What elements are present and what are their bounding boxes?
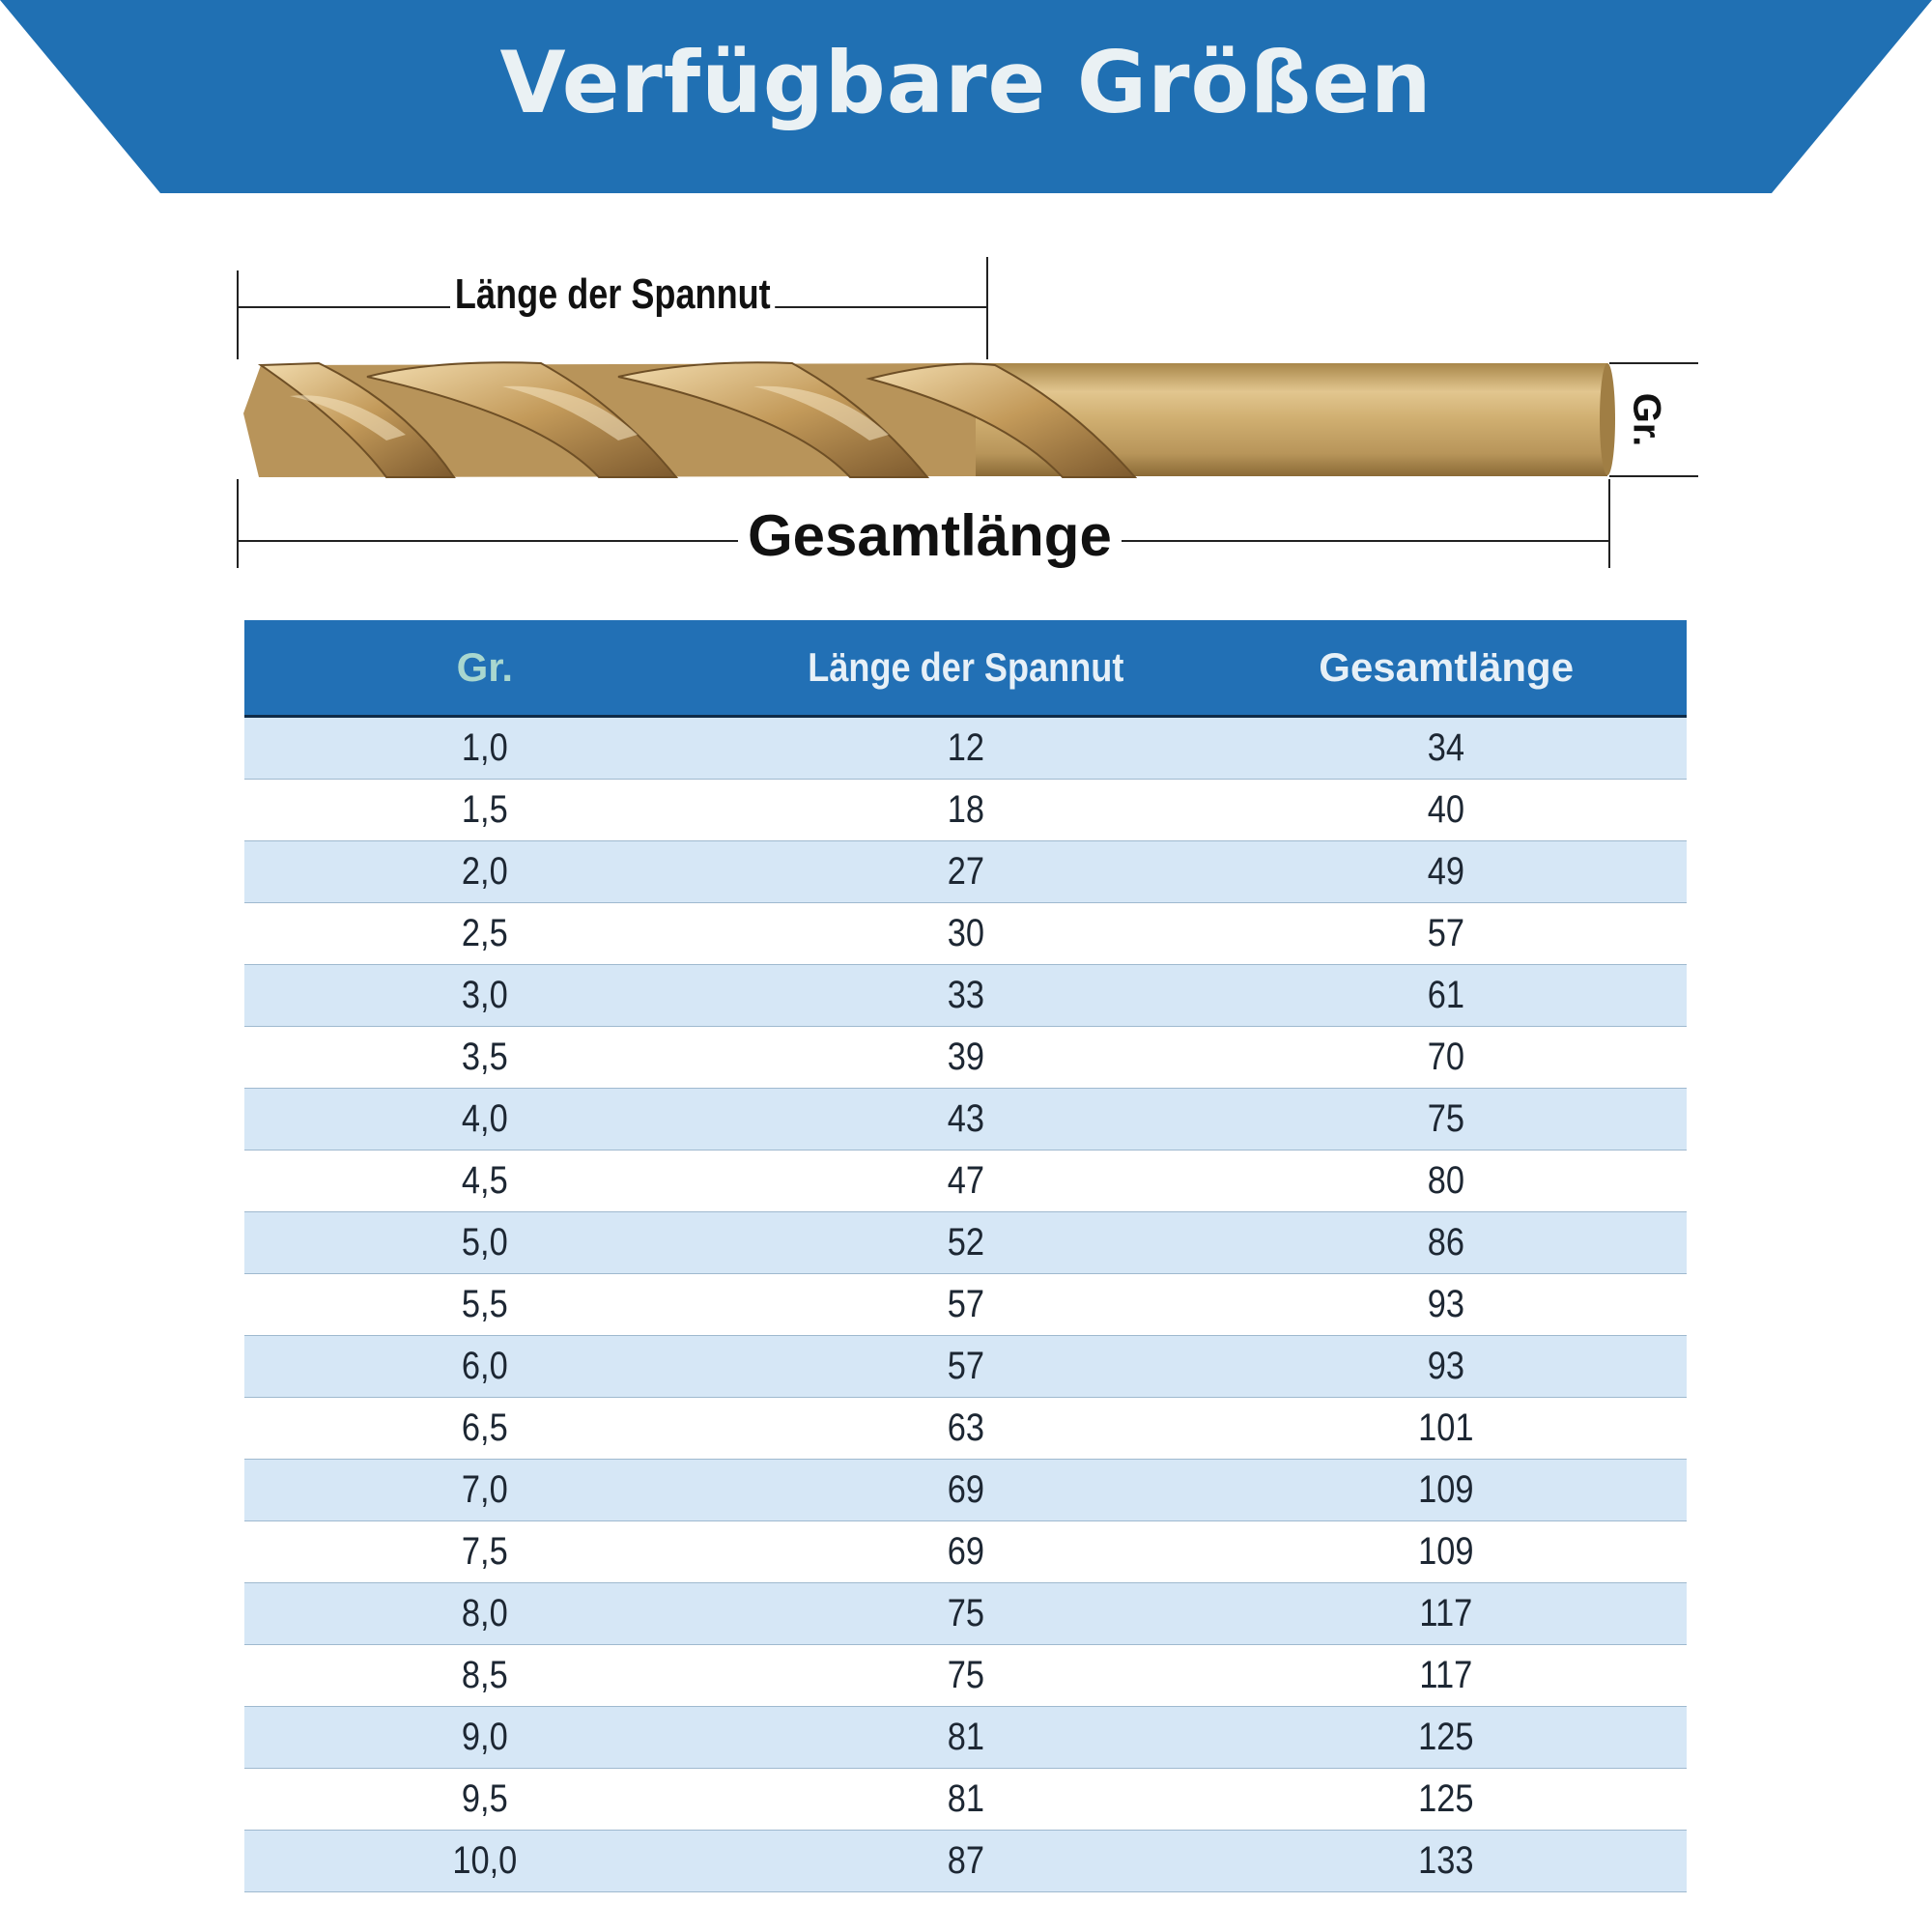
table-row	[244, 1398, 1687, 1460]
cell-flute-length: 33	[947, 974, 984, 1016]
cell-size: 3,5	[461, 1036, 508, 1078]
drill-diagram	[0, 0, 1932, 599]
cell-size: 5,5	[461, 1283, 508, 1325]
table-header	[244, 620, 1687, 718]
cell-flute-length: 87	[947, 1839, 984, 1882]
cell-total-length: 133	[1418, 1839, 1474, 1882]
cell-total-length: 125	[1418, 1777, 1474, 1820]
flute-length-label: Länge der Spannut	[450, 270, 776, 319]
table-row	[244, 1151, 1687, 1212]
table-row	[244, 1769, 1687, 1831]
cell-total-length: 86	[1428, 1221, 1465, 1264]
cell-total-length: 80	[1428, 1159, 1465, 1202]
cell-flute-length: 39	[947, 1036, 984, 1078]
cell-size: 1,0	[461, 726, 508, 769]
cell-size: 2,0	[461, 850, 508, 893]
cell-size: 10,0	[452, 1839, 518, 1882]
cell-size: 7,5	[461, 1530, 508, 1573]
cell-flute-length: 81	[947, 1777, 984, 1820]
table-row	[244, 1707, 1687, 1769]
table-row	[244, 1336, 1687, 1398]
table-row	[244, 1645, 1687, 1707]
cell-total-length: 101	[1418, 1406, 1474, 1449]
cell-size: 9,5	[461, 1777, 508, 1820]
header-total-length: Gesamtlänge	[1319, 644, 1575, 690]
table-row	[244, 1460, 1687, 1521]
cell-flute-length: 69	[947, 1530, 984, 1573]
size-label: Gr.	[1625, 392, 1668, 447]
page-title: Verfügbare Größen	[499, 33, 1433, 132]
cell-flute-length: 81	[947, 1716, 984, 1758]
cell-flute-length: 52	[947, 1221, 984, 1264]
cell-total-length: 93	[1428, 1283, 1465, 1325]
cell-total-length: 75	[1428, 1097, 1465, 1140]
cell-flute-length: 57	[947, 1283, 984, 1325]
cell-total-length: 70	[1428, 1036, 1465, 1078]
table-row	[244, 903, 1687, 965]
cell-size: 9,0	[461, 1716, 508, 1758]
size-table	[244, 620, 1687, 1892]
cell-total-length: 40	[1428, 788, 1465, 831]
table-row	[244, 1583, 1687, 1645]
cell-size: 6,5	[461, 1406, 508, 1449]
cell-flute-length: 12	[947, 726, 984, 769]
cell-size: 2,5	[461, 912, 508, 954]
cell-total-length: 117	[1419, 1592, 1473, 1634]
cell-total-length: 57	[1428, 912, 1465, 954]
cell-total-length: 109	[1418, 1530, 1474, 1573]
table-row	[244, 841, 1687, 903]
cell-flute-length: 75	[947, 1592, 984, 1634]
cell-flute-length: 27	[947, 850, 984, 893]
cell-total-length: 117	[1419, 1654, 1473, 1696]
cell-size: 8,0	[461, 1592, 508, 1634]
cell-size: 4,0	[461, 1097, 508, 1140]
cell-size: 3,0	[461, 974, 508, 1016]
cell-flute-length: 69	[947, 1468, 984, 1511]
cell-size: 6,0	[461, 1345, 508, 1387]
cell-total-length: 93	[1428, 1345, 1465, 1387]
table-row	[244, 1521, 1687, 1583]
cell-total-length: 49	[1428, 850, 1465, 893]
cell-flute-length: 63	[947, 1406, 984, 1449]
cell-flute-length: 30	[947, 912, 984, 954]
table-row	[244, 1831, 1687, 1892]
cell-flute-length: 47	[947, 1159, 984, 1202]
cell-total-length: 125	[1418, 1716, 1474, 1758]
cell-flute-length: 57	[947, 1345, 984, 1387]
cell-flute-length: 18	[947, 788, 984, 831]
table-row	[244, 780, 1687, 841]
cell-size: 8,5	[461, 1654, 508, 1696]
cell-size: 1,5	[461, 788, 508, 831]
cell-total-length: 34	[1428, 726, 1465, 769]
table-row	[244, 1027, 1687, 1089]
table-row	[244, 965, 1687, 1027]
header-flute-length: Länge der Spannut	[807, 644, 1124, 690]
cell-flute-length: 43	[947, 1097, 984, 1140]
table-row	[244, 1089, 1687, 1151]
table-row	[244, 1212, 1687, 1274]
cell-size: 4,5	[461, 1159, 508, 1202]
table-row	[244, 1274, 1687, 1336]
cell-total-length: 61	[1428, 974, 1465, 1016]
cell-total-length: 109	[1418, 1468, 1474, 1511]
table-row	[244, 718, 1687, 780]
header-size: Gr.	[456, 644, 514, 690]
cell-flute-length: 75	[947, 1654, 984, 1696]
table-body	[244, 718, 1687, 1892]
total-length-label: Gesamtlänge	[738, 502, 1122, 569]
cell-size: 5,0	[461, 1221, 508, 1264]
cell-size: 7,0	[461, 1468, 508, 1511]
